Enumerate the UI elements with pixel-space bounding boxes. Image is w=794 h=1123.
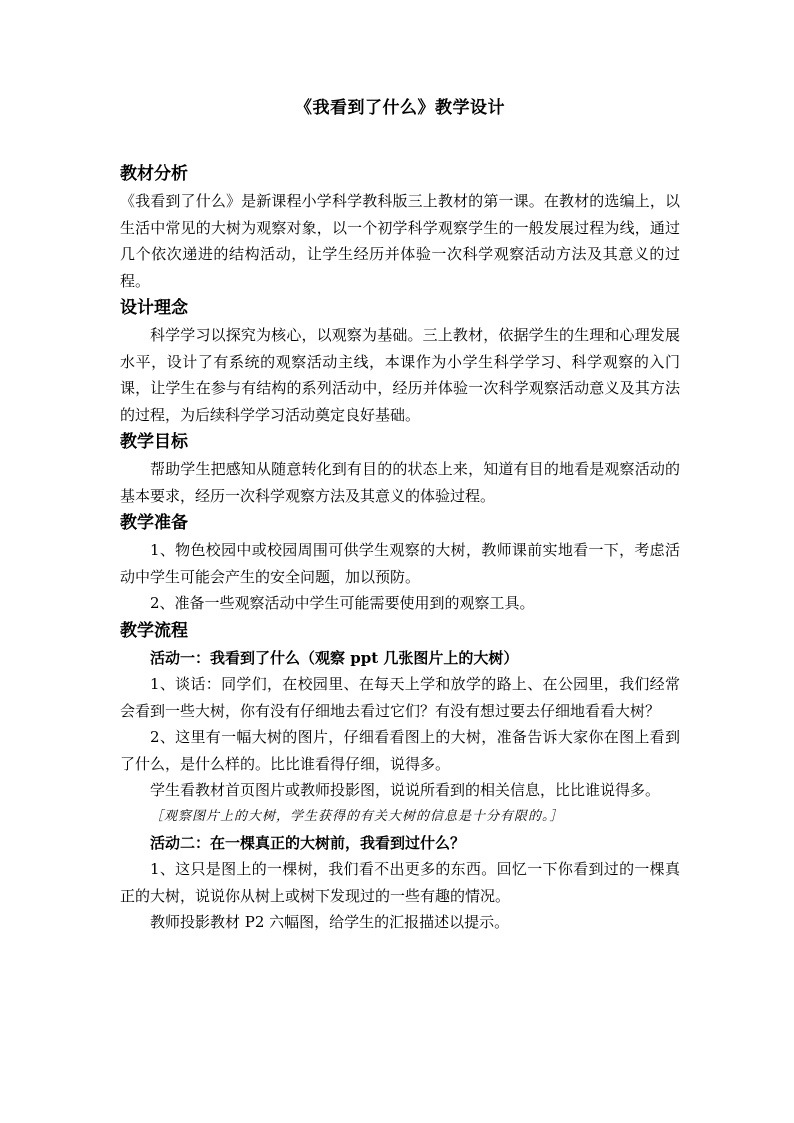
section-heading-material: 教材分析 (120, 164, 188, 184)
document-title: 《我看到了什么》教学设计 (295, 98, 505, 118)
activity-2-title: 活动二：在一棵真正的大树前，我看到过什么？ (150, 833, 466, 852)
activity-2-step-2: 教师投影教材 P2 六幅图，给学生的汇报描述以提示。 (150, 913, 510, 931)
teaching-goals-text: 帮助学生把感知从随意转化到有目的的状态上来，知道有目的地看是观察活动的基本要求，经历一次科学观察方法及其意义的体验过程。 (120, 460, 680, 505)
prep-item-2: 2、准备一些观察活动中学生可能需要使用到的观察工具。 (150, 594, 535, 612)
activity-2-step-1: 1、这只是图上的一棵树，我们看不出更多的东西。回忆一下你看到过的一棵真正的大树，说说你从树上或树下发现过的一些有趣的情况。 (120, 860, 680, 905)
activity-1-note: ［观察图片上的大树，学生获得的有关大树的信息是十分有限的。］ (150, 808, 564, 824)
document-page (120, 96, 680, 936)
activity-1-step-2: 2、这里有一幅大树的图片，仔细看看图上的大树，准备告诉大家你在图上看到了什么，是什么样的。比比谁看得仔细，说得多。 (120, 728, 680, 773)
activity-1-step-1: 1、谈话：同学们，在校园里、在每天上学和放学的路上、在公园里，我们经常会看到一些大树，你有没有仔细地去看过它们？有没有想过要去仔细地看看大树？ (120, 675, 680, 720)
activity-1-step-3: 学生看教材首页图片或教师投影图，说说所看到的相关信息，比比谁说得多。 (150, 781, 661, 799)
section-heading-prep: 教学准备 (120, 513, 188, 533)
activity-1-title: 活动一：我看到了什么（观察 ppt 几张图片上的大树） (150, 648, 519, 667)
section-heading-concept: 设计理念 (120, 298, 188, 318)
prep-item-1: 1、物色校园中或校园周围可供学生观察的大树，教师课前实地看一下，考虑活动中学生可能会产生的安全问题，加以预防。 (120, 541, 680, 586)
section-heading-process: 教学流程 (120, 620, 188, 641)
design-concept-text: 科学学习以探究为核心，以观察为基础。三上教材，依据学生的生理和心理发展水平，设计了有系统的观察活动主线，本课作为小学生科学学习、科学观察的入门课，让学生在参与有结构的系列活动中，经历并体验一次科学观察活动意义及其方法的过程，为后续科学学习活动奠定良好基础。 (120, 326, 680, 424)
material-analysis-text: 《我看到了什么》是新课程小学科学教科版三上教材的第一课。在教材的选编上，以生活中常见的大树为观察对象，以一个初学科学观察学生的一般发展过程为线，通过几个依次递进的结构活动，让学生经历并体验一次科学观察活动方法及其意义的过程。 (120, 192, 680, 290)
section-heading-goals: 教学目标 (120, 432, 188, 452)
